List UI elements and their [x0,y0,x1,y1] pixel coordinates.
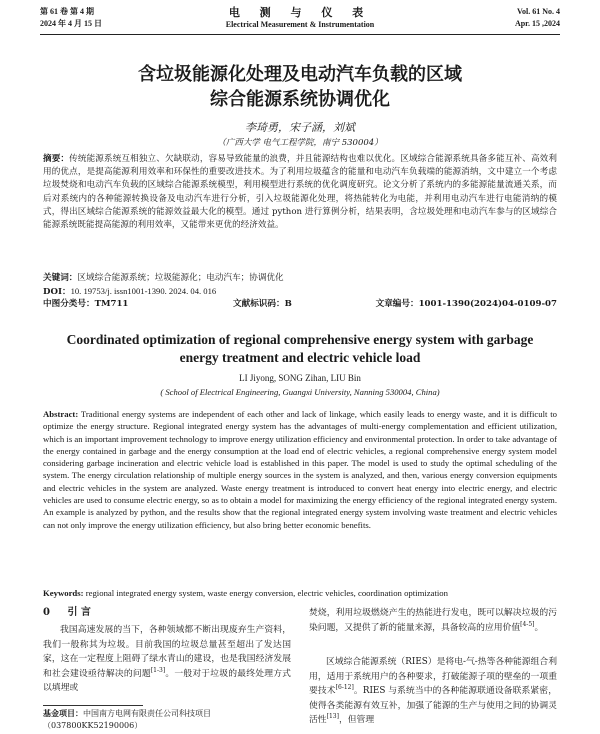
en-affiliation: ( School of Electrical Engineering, Guangxi University, Nanning 530004, China) [160,387,440,397]
cn-keywords-label: 关键词： [43,273,78,283]
issue-date: 2024 年 4 月 15 日 [40,19,102,28]
journal-name-cn: 电 测 与 仪 表 [228,6,372,19]
en-title-line1: Coordinated optimization of regional comprehensive energy system with garbage [66,332,534,347]
cn-title-line1: 含垃圾能源化处理及电动汽车负载的区域 [138,64,462,85]
running-header [40,6,560,36]
footnote-rule [43,705,143,706]
classification-line [43,298,557,311]
section-title: 引 言 [67,607,91,618]
en-keywords [43,587,557,599]
cn-abstract-text: 传统能源系统互相独立、欠缺联动，容易导致能量的浪费，并且能源结构也难以优化。区域综合能源系统具备多能互补、高效利用的优点，是提高能源利用效率和环保性的重要改进技术。为了利用垃圾蕴含的能量和电动汽车负载端的能源消纳，文中建立一个考虑垃圾焚烧和电动汽车负载的区域综合能源系统模型，利用模型进行系统的优化调度研究。论文分析了系统内的多能源能量流通关系，而后对系统内的各种能源转换设备及电动汽车进行分析，引入垃圾能源化处理，将热能转化为电能，并利用电动汽车进行电能消纳的模式，得出区域综合能源系统的能源效益最大化的模型。通过 python 进行算例分析，结果表明，含垃圾处理和电动汽车参与的区域综合能源系统既能提高能源的利用效率，又能带来更优的经济效益。 [43,154,557,231]
intro-right-text-2: 区域综合能源系统（RIES）是将电-气-热等各种能源组合利用，适用于系统用户的各种要求，打破能源子项的壁垒的一项重要技术 [309,657,557,697]
journal-name [40,6,560,30]
cn-keywords [43,272,557,285]
cn-abstract [43,153,557,232]
doi-value: 10. 19753/j. issn1001-1390. 2024. 04. 016 [70,286,217,296]
en-abstract [43,408,557,531]
en-title-line2: energy treatment and electric vehicle load [179,350,421,365]
citation-4-5: [4-5] [520,620,535,628]
citation-6-12: [6-12] [335,684,354,692]
document-code: 文献标识码：B [233,299,292,309]
en-keywords-label: Keywords: [43,588,84,598]
funding-note [43,707,293,732]
intro-left-text: 我国高速发展的当下，各种领域都不断出现废弃生产资料，我们一般称其为垃圾。目前我国的垃圾总量甚至超出了发达国家，这在一定程度上阻碍了绿水青山的建设，也是我国经济发展和社会建设亟待解决的问题 [43,625,291,679]
issue-date-en: Apr. 15 ,2024 [514,19,560,28]
citation-13: [13] [326,713,339,721]
clc-number: 中图分类号：TM711 [43,299,129,309]
intro-right-paragraph-1 [309,606,557,635]
citation-1-3: [1-3] [150,666,166,674]
en-title [50,331,550,367]
volume-issue-en: Vol. 61 No. 4 [516,7,560,16]
header-rule [40,34,560,35]
en-abstract-label: Abstract: [43,409,79,419]
en-keywords-text: regional integrated energy system, waste energy conversion, electric vehicles, coordination optimization [85,588,448,598]
cn-abstract-label: 摘要： [43,154,70,164]
intro-right-paragraph-2 [309,655,557,728]
cn-keywords-text: 区域综合能源系统；垃圾能源化；电动汽车；协调优化 [77,273,284,283]
intro-left-tail: 。一般对于垃圾的最终处理方式以填埋或 [43,668,291,694]
fund-text: 中国南方电网有限责任公司科技项目（037800KK52190006） [43,709,211,730]
cn-title-line2: 综合能源系统协调优化 [210,89,390,110]
cn-title [40,62,560,112]
section-number: 0 [43,607,50,618]
en-authors: LI Jiyong, SONG Zihan, LIU Bin [239,373,361,383]
fund-label: 基金项目： [43,708,83,718]
doi-label: DOI： [43,287,71,297]
intro-right-tail-3: ，但管理 [338,715,375,726]
intro-right-tail-2: 。RIES 与系统当中的各种能源联通设备联系紧密，使得各类能源有效互补，加强了能源的生产与使用之间的协调灵活性 [309,686,557,726]
cn-affiliation: （广西大学 电气工程学院，南宁 530004） [217,138,383,148]
section-heading [43,606,291,619]
en-abstract-text: Traditional energy systems are independent of each other and lack of linkage, which easily leads to energy waste, and it is difficult to optimize the energy structure. Regional integrated energy system has the advantages of multi-energy complementation and efficient utilization, which is an important improvement technology to improve energy utilization efficiency and environmental protection. In order to take advantage of the energy contained in garbage and the energy consumption at the load end of electric vehicles, a regional comprehensive energy system model considering garbage incineration and electric vehicle load is established in this paper. The model is used to study the optimal scheduling of the system. The energy circulation relationship of multiple energy sources in the system is analyzed, and then, various energy conversion equipments and electric vehicles in the system are analyzed. Waste energy treatment is introduced to convert heat energy into electric energy, and electric vehicles are used to consume electric energy, so as to obtain a model for maximizing the energy efficiency of the regional integrated energy system. An example is analyzed by python, and the results show that the regional integrated energy system involving waste treatment and electric vehicles can not only improve the energy utilization efficiency, but also bring better economic benefits. [43,409,557,530]
article-number: 文章编号：1001-1390(2024)04-0109-07 [375,299,557,309]
issue-info-en [515,6,560,30]
intro-right-text-1: 焚烧，利用垃圾燃烧产生的热能进行发电，既可以解决垃圾的污染问题，又提供了新的能量来源，具备较高的应用价值 [309,608,557,633]
cn-authors: 李琦勇，宋子涵，刘斌 [245,121,355,134]
journal-name-en: Electrical Measurement & Instrumentation [225,20,375,29]
intro-right-tail-1: 。 [534,622,544,633]
volume-issue: 第 61 卷 第 4 期 [40,7,94,16]
intro-left-paragraph [43,623,291,696]
